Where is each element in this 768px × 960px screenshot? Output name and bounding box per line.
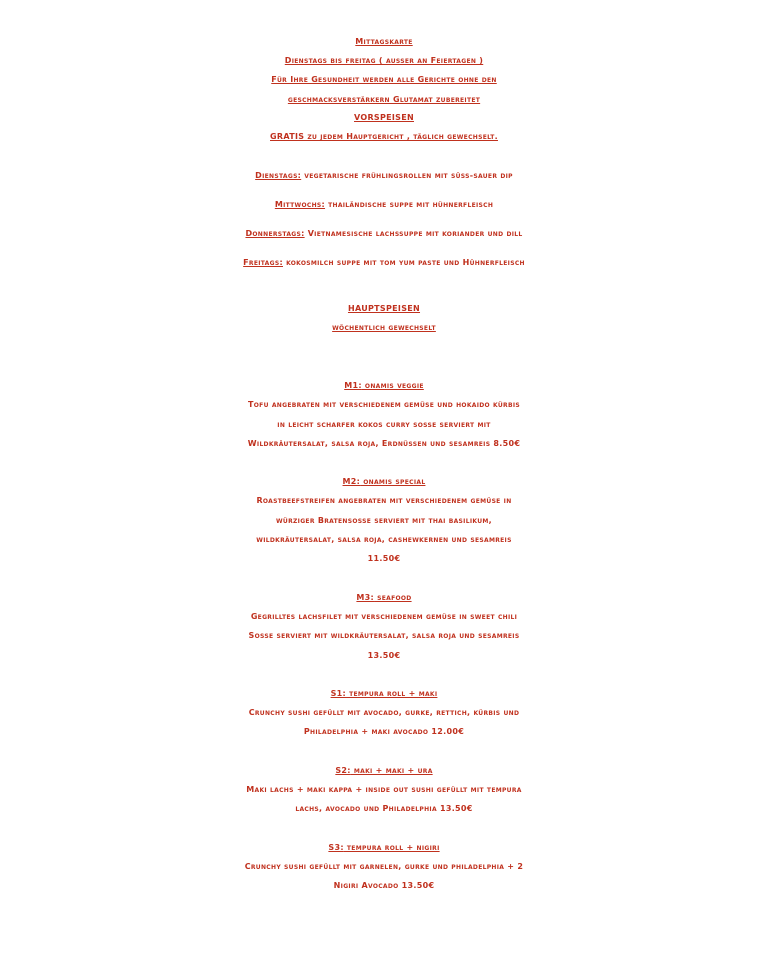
starter-text: kokosmilch suppe mit tom yum paste und Hühnerfleisch — [282, 258, 525, 267]
dish-code: S1: — [330, 689, 347, 698]
dish-title-s3 — [0, 840, 768, 856]
dish-title-s1 — [0, 686, 768, 702]
dish-description-line: Crunchy sushi gefüllt mit avocado, gurke, rettich, kürbis und — [248, 708, 520, 717]
hauptspeisen-heading: HAUPTSPEISEN — [347, 304, 421, 313]
health-note-line-1: Für Ihre Gesundheit werden alle Gerichte ohne den — [271, 75, 497, 84]
dish-title-m2 — [0, 474, 768, 490]
dish-title-m3 — [0, 590, 768, 606]
health-note-line-2: geschmacksverstärkern Glutamat zubereitet — [287, 95, 481, 104]
dish-code: M2: — [342, 477, 361, 486]
vorspeisen-note: GRATIS zu jedem Hauptgericht , täglich gewechselt. — [270, 132, 498, 141]
starter-text: Vietnamesische lachssuppe mit koriander und dill — [304, 229, 523, 238]
dish-description-line: Sosse serviert mit wildkräutersalat, salsa roja und sesamreis — [248, 631, 520, 640]
dish-description-line: Gegrilltes lachsfilet mit verschiedenem gemüse in sweet chili — [250, 612, 518, 621]
dish-code: M1: — [344, 381, 362, 390]
dish-description-line: 13.50€ — [367, 651, 401, 660]
dish-code: S3: — [328, 843, 344, 852]
starter-text: thailändische suppe mit hühnerfleisch — [325, 200, 494, 209]
dish-title-s2 — [0, 763, 768, 779]
dish-name: tempura roll + nigiri — [343, 843, 440, 852]
dish-name: onamis veggie — [361, 381, 424, 390]
starter-text: vegetarische frühlingsrollen mit süss-sauer dip — [301, 171, 513, 180]
dish-description-line: Maki lachs + maki kappa + inside out sushi gefüllt mit tempura — [246, 785, 522, 794]
dish-description-line: wildkräutersalat, salsa roja, cashewkernen und sesamreis — [256, 535, 512, 544]
dish-description-line: würziger Bratensosse serviert mit thai basilikum, — [276, 516, 492, 525]
starter-day: Mittwochs: — [274, 200, 326, 209]
starter-day: Freitags: — [243, 258, 283, 267]
serving-days: Dienstags bis freitag ( ausser an Feiertagen ) — [284, 56, 484, 65]
starter-wednesday — [0, 197, 768, 213]
menu-title: Mittagskarte — [355, 37, 413, 46]
dish-title-m1 — [0, 378, 768, 394]
starter-thursday — [0, 226, 768, 242]
hauptspeisen-subheading: wöchentlich gewechselt — [332, 323, 436, 332]
dish-description-line: in leicht scharfer kokos curry sosse serviert mit — [277, 420, 491, 429]
dish-code: M3: — [356, 593, 375, 602]
dish-description-line: Wildkräutersalat, salsa roja, Erdnüssen und sesamreis 8.50€ — [247, 439, 521, 448]
dish-description-line: lachs, avocado und Philadelphia 13.50€ — [295, 804, 473, 813]
dish-description-line: Tofu angebraten mit verschiedenem gemüse und hokaido kürbis — [248, 400, 520, 409]
dish-code: S2: — [335, 766, 351, 775]
starter-friday — [0, 255, 768, 271]
starter-day: Donnerstags: — [245, 229, 305, 238]
starter-tuesday — [0, 168, 768, 184]
dish-description-line: 11.50€ — [367, 554, 401, 563]
dish-description-line: Philadelphia + maki avocado 12.00€ — [303, 727, 465, 736]
vorspeisen-heading: VORSPEISEN — [354, 113, 414, 122]
dish-name: onamis special — [360, 477, 426, 486]
dish-description-line: Crunchy sushi gefüllt mit garnelen, gurke und philadelphia + 2 — [244, 862, 524, 871]
dish-description-line: Nigiri Avocado 13.50€ — [333, 881, 435, 890]
dish-name: tempura roll + maki — [346, 689, 438, 698]
dish-name: maki + maki + ura — [350, 766, 433, 775]
starter-day: Dienstags: — [255, 171, 302, 180]
dish-description-line: Roastbeefstreifen angebraten mit verschiedenem gemüse in — [256, 496, 512, 505]
dish-name: seafood — [374, 593, 412, 602]
